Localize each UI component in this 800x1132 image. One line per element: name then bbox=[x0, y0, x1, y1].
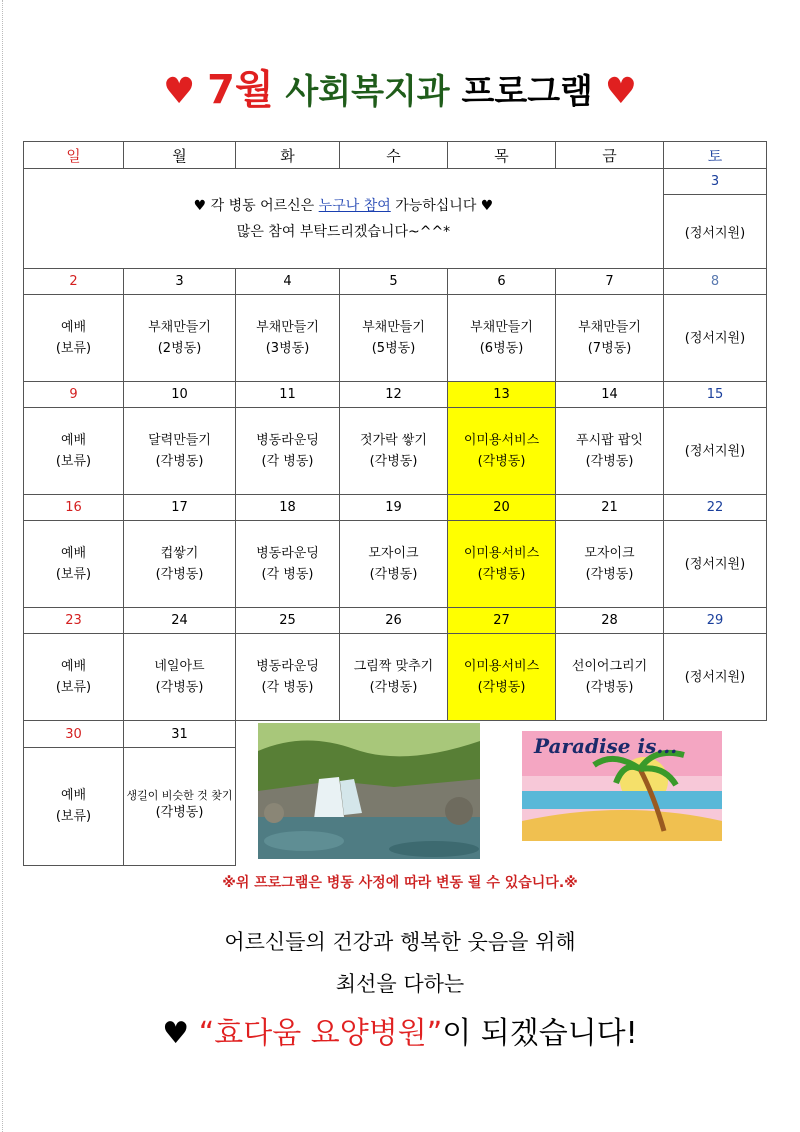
closing-rest: 이 되겠습니다! bbox=[442, 1016, 638, 1051]
week4-activity-row bbox=[24, 521, 767, 608]
date-cell: 30 bbox=[24, 721, 124, 748]
date-cell: 15 bbox=[664, 382, 767, 408]
decoration-area bbox=[236, 721, 767, 866]
activity-cell: 예배 (보류) bbox=[24, 634, 124, 721]
date-cell: 2 bbox=[24, 269, 124, 295]
weekday-header-row bbox=[24, 142, 767, 169]
activity-cell: 선이어그리기 (각병동) bbox=[556, 634, 664, 721]
date-cell: 22 bbox=[664, 495, 767, 521]
activity-cell: 모자이크 (각병동) bbox=[340, 521, 448, 608]
closing-message bbox=[0, 1008, 800, 1052]
activity-cell: 예배 (보류) bbox=[24, 748, 124, 865]
date-cell: 8 bbox=[664, 269, 767, 295]
heart-icon: ♥ bbox=[604, 71, 638, 112]
participation-link: 누구나 참여 bbox=[318, 197, 391, 214]
date-cell: 23 bbox=[24, 608, 124, 634]
hospital-name: “효다움 요양병원” bbox=[198, 1016, 443, 1051]
slogan-line2: 최선을 다하는 bbox=[335, 972, 465, 996]
activity-cell: 생길이 비슷한 것 찾기 (각병동) bbox=[124, 748, 236, 865]
week4-date-row bbox=[24, 495, 767, 521]
activity-cell: 병동라운딩 (각 병동) bbox=[236, 634, 340, 721]
weekday-fri: 금 bbox=[556, 142, 664, 169]
week3-date-row bbox=[24, 382, 767, 408]
date-cell: 25 bbox=[236, 608, 340, 634]
activity-cell: 이미용서비스 (각병동) bbox=[448, 408, 556, 495]
weekday-tue: 화 bbox=[236, 142, 340, 169]
activity-cell: 예배 (보류) bbox=[24, 521, 124, 608]
date-cell: 21 bbox=[556, 495, 664, 521]
date-cell: 16 bbox=[24, 495, 124, 521]
date-cell: 24 bbox=[124, 608, 236, 634]
date-cell: 7 bbox=[556, 269, 664, 295]
heart-icon: ♥ bbox=[162, 1016, 190, 1051]
week5-activity-row bbox=[24, 634, 767, 721]
weekday-sun: 일 bbox=[24, 142, 124, 169]
heart-icon: ♥ bbox=[162, 71, 196, 112]
weekday-wed: 수 bbox=[340, 142, 448, 169]
weekday-thu: 목 bbox=[448, 142, 556, 169]
schedule-calendar bbox=[23, 141, 767, 866]
date-cell: 29 bbox=[664, 608, 767, 634]
activity-cell: 이미용서비스 (각병동) bbox=[448, 634, 556, 721]
weekday-mon: 월 bbox=[124, 142, 236, 169]
activity-cell: 푸시팝 팝잇 (각병동) bbox=[556, 408, 664, 495]
activity-cell: 부채만들기 (7병동) bbox=[556, 295, 664, 382]
activity-cell: 부채만들기 (5병동) bbox=[340, 295, 448, 382]
activity-cell: 병동라운딩 (각 병동) bbox=[236, 408, 340, 495]
date-cell: 4 bbox=[236, 269, 340, 295]
date-cell: 27 bbox=[448, 608, 556, 634]
waterfall-photo bbox=[258, 723, 480, 859]
activity-cell: 예배 (보류) bbox=[24, 408, 124, 495]
week1-date-row bbox=[24, 169, 767, 195]
activity-cell: 컵쌓기 (각병동) bbox=[124, 521, 236, 608]
activity-cell: 병동라운딩 (각 병동) bbox=[236, 521, 340, 608]
date-cell: 13 bbox=[448, 382, 556, 408]
activity-cell: 부채만들기 (2병동) bbox=[124, 295, 236, 382]
activity-cell: 부채만들기 (6병동) bbox=[448, 295, 556, 382]
week5-date-row bbox=[24, 608, 767, 634]
date-cell: 9 bbox=[24, 382, 124, 408]
change-notice: ※위 프로그램은 병동 사정에 따라 변동 될 수 있습니다.※ bbox=[222, 875, 578, 891]
week3-activity-row bbox=[24, 408, 767, 495]
activity-cell: 모자이크 (각병동) bbox=[556, 521, 664, 608]
activity-cell: (정서지원) bbox=[664, 195, 767, 269]
activity-cell: 예배 (보류) bbox=[24, 295, 124, 382]
date-cell: 14 bbox=[556, 382, 664, 408]
date-cell: 5 bbox=[340, 269, 448, 295]
date-cell: 19 bbox=[340, 495, 448, 521]
notice-line2: 많은 참여 부탁드리겠습니다~^^* bbox=[236, 223, 451, 240]
decoration-images bbox=[244, 721, 759, 861]
date-cell: 12 bbox=[340, 382, 448, 408]
paradise-illustration bbox=[522, 731, 722, 841]
activity-cell: 젓가락 쌓기 (각병동) bbox=[340, 408, 448, 495]
week2-date-row bbox=[24, 269, 767, 295]
activity-cell: 네일아트 (각병동) bbox=[124, 634, 236, 721]
date-cell: 26 bbox=[340, 608, 448, 634]
date-cell: 11 bbox=[236, 382, 340, 408]
activity-small-text: 생길이 비슷한 것 찾기 bbox=[126, 789, 233, 803]
activity-cell: (정서지원) bbox=[664, 408, 767, 495]
page-title bbox=[0, 58, 800, 115]
activity-cell: (정서지원) bbox=[664, 295, 767, 382]
weekday-sat: 토 bbox=[664, 142, 767, 169]
week6-date-row bbox=[24, 721, 767, 748]
week2-activity-row bbox=[24, 295, 767, 382]
paradise-text: Paradise is... bbox=[533, 734, 677, 758]
date-cell: 20 bbox=[448, 495, 556, 521]
date-cell: 6 bbox=[448, 269, 556, 295]
title-program: 프로그램 bbox=[461, 72, 593, 112]
title-month: 7월 bbox=[207, 67, 274, 113]
activity-cell: (정서지원) bbox=[664, 634, 767, 721]
date-cell: 17 bbox=[124, 495, 236, 521]
activity-cell: 그림짝 맞추기 (각병동) bbox=[340, 634, 448, 721]
date-cell: 18 bbox=[236, 495, 340, 521]
date-cell: 10 bbox=[124, 382, 236, 408]
slogan-line1: 어르신들의 건강과 행복한 웃음을 위해 bbox=[224, 930, 576, 954]
date-cell: 3 bbox=[124, 269, 236, 295]
page-edge-line bbox=[2, 0, 3, 1132]
date-cell: 28 bbox=[556, 608, 664, 634]
activity-cell: (정서지원) bbox=[664, 521, 767, 608]
participation-notice: ♥ 각 병동 어르신은 누구나 참여 가능하십니다 ♥ 많은 참여 부탁드리겠습니다~^^* bbox=[24, 169, 664, 269]
activity-cell: 달력만들기 (각병동) bbox=[124, 408, 236, 495]
date-cell: 31 bbox=[124, 721, 236, 748]
activity-cell: 부채만들기 (3병동) bbox=[236, 295, 340, 382]
activity-cell: 이미용서비스 (각병동) bbox=[448, 521, 556, 608]
date-cell: 3 bbox=[664, 169, 767, 195]
title-department: 사회복지과 bbox=[273, 72, 462, 112]
